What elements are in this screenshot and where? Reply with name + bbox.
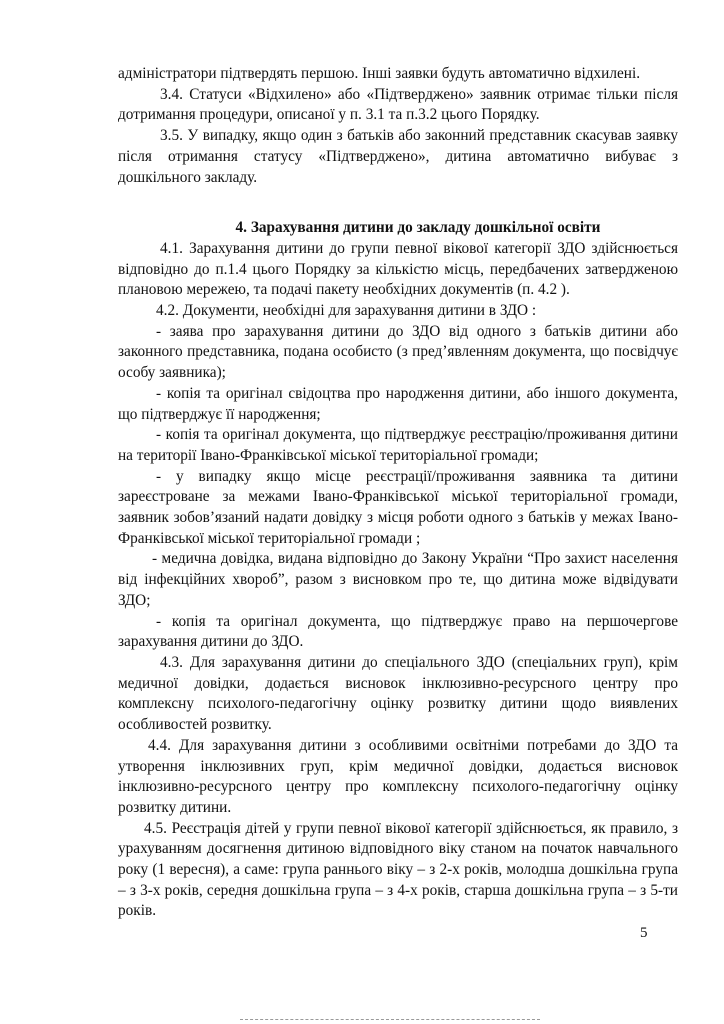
list-item: - копія та оригінал документа, що підтверджує право на першочергове зарахування дитини до ЗДО. bbox=[118, 612, 678, 651]
section-spacer bbox=[118, 188, 678, 218]
document-body bbox=[118, 64, 678, 922]
section-title: 4. Зарахування дитини до закладу дошкільної освіти bbox=[235, 219, 601, 237]
paragraph-4-1: 4.1. Зарахування дитини до групи певної вікової категорії ЗДО здійснюється відповідно до п.1.4 цього Порядку за кількістю місць, передбачених затвердженою плановою мережею, та подачі пакету необхідних документів (п. 4.2 ). bbox=[118, 239, 678, 299]
list-item: - заява про зарахування дитини до ЗДО від одного з батьків дитини або законного представника, подана особисто (з пред’явленням документа, що посвідчує особу заявника); bbox=[118, 322, 678, 382]
page-number: 5 bbox=[640, 925, 648, 941]
paragraph-3-5: 3.5. У випадку, якщо один з батьків або законний представник скасував заявку після отримання статусу «Підтверджено», дитина автоматично вибуває з дошкільного закладу. bbox=[118, 127, 678, 186]
list-item: - копія та оригінал свідоцтва про народження дитини, або іншого документа, що підтверджує її народження; bbox=[118, 384, 678, 423]
list-item: - у випадку якщо місце реєстрації/проживання заявника та дитини зареєстроване за межами Івано-Франківської міської територіальної громади, заявник зобов’язаний надати довідку з місця роботи одного з батьків у межах Івано-Франківської міської територіальної громади ; bbox=[118, 467, 678, 547]
paragraph-4-3: 4.3. Для зарахування дитини до спеціального ЗДО (спеціальних груп), крім медичної довідки, додається висновок інклюзивно-ресурсного центру про комплексну психолого-педагогічну оцінку розвитку дитини щодо виявлених особливостей розвитку. bbox=[118, 653, 678, 734]
list-item: - копія та оригінал документа, що підтверджує реєстрацію/проживання дитини на території Івано-Франківської міської територіальної громади; bbox=[118, 426, 678, 464]
paragraph-3-4: 3.4. Статуси «Відхилено» або «Підтверджено» заявник отримає тільки після дотримання процедури, описаної у п. 3.1 та п.3.2 цього Порядку. bbox=[118, 85, 678, 124]
paragraph-4-4: 4.4. Для зарахування дитини з особливими освітніми потребами до ЗДО та утворення інклюзивних груп, крім медичної довідки, додається висновок інклюзивно-ресурсного центру про комплексну психолого-педагогічну оцінку розвитку дитини. bbox=[118, 736, 678, 816]
list-item: - медична довідка, видана відповідно до Закону України “Про захист населення від інфекційних хвороб”, разом з висновком про те, що дитина може відвідувати ЗДО; bbox=[118, 550, 678, 609]
scan-edge-line bbox=[240, 1019, 540, 1021]
paragraph-4-5: 4.5. Реєстрація дітей у групи певної вікової категорії здійснюється, як правило, з урахуванням досягнення дитиною відповідного віку станом на початок навчального року (1 вересня), а саме: група раннього віку – з 2-х років, молодша дошкільна група – з 3-х років, середня дошкільна група – з 4-х років, старша дошкільна група – з 5-ти років. bbox=[118, 819, 678, 920]
paragraph-continuation: адміністратори підтвердять першою. Інші заявки будуть автоматично відхилені. bbox=[118, 65, 641, 82]
paragraph-4-2: 4.2. Документи, необхідні для зарахування дитини в ЗДО : bbox=[156, 302, 537, 320]
